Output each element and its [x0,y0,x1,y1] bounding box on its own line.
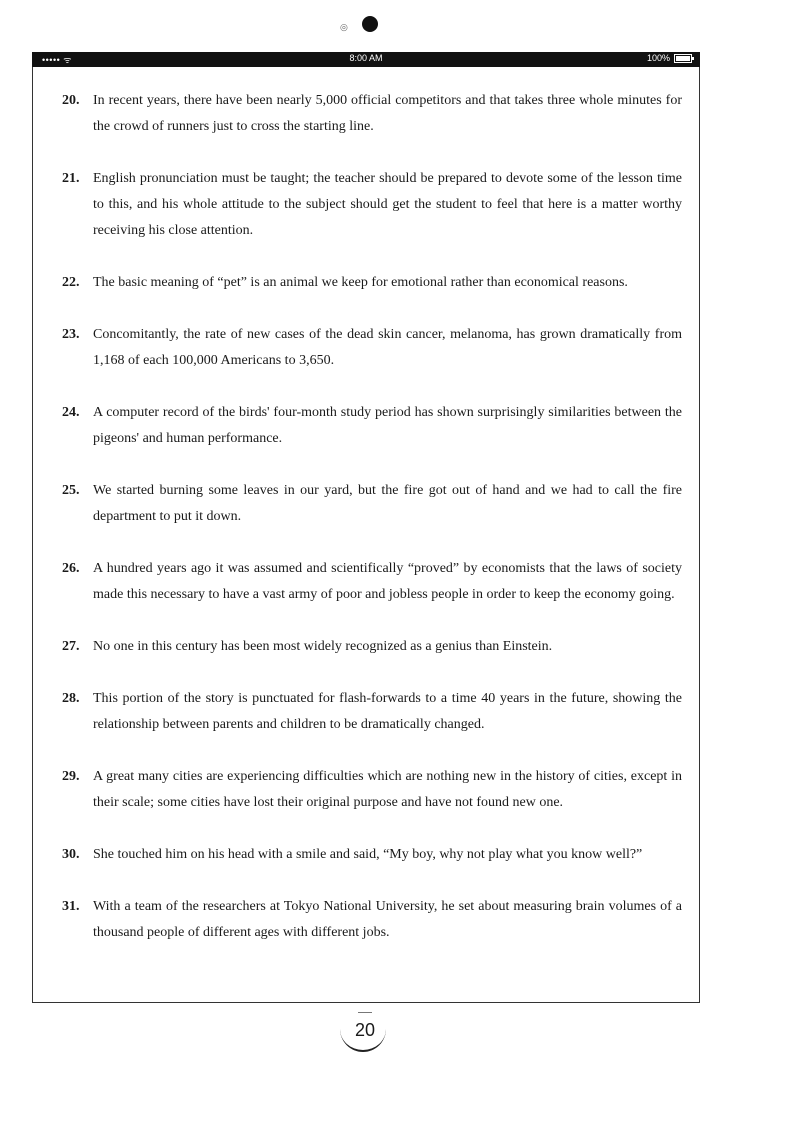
item-text: Concomitantly, the rate of new cases of the dead skin cancer, melanoma, has grown dramatically from 1,168 of each 100,000 Americans to 3,650. [93,327,682,368]
item-text: She touched him on his head with a smile and said, “My boy, why not play what you know well?” [93,847,643,862]
item-text: English pronunciation must be taught; the teacher should be prepared to devote some of the lesson time to this, and his whole attitude to the subject should get the student to feel that here is a matter worthy receiving his close attention. [93,171,682,238]
item-number: 26. [62,561,80,576]
item-text: This portion of the story is punctuated for flash-forwards to a time 40 years in the future, showing the relationship between parents and children to be dramatically changed. [93,691,682,732]
exercise-item [62,842,682,868]
exercise-item [62,764,682,816]
item-number: 22. [62,275,80,290]
item-number: 24. [62,405,80,420]
item-number: 31. [62,899,80,914]
exercise-item [62,634,682,660]
battery-percent: 100% [646,53,670,63]
item-text: A computer record of the birds' four-month study period has shown surprisingly similarities between the pigeons' and human performance. [93,405,682,446]
item-number: 23. [62,327,80,342]
item-text: We started burning some leaves in our yard, but the fire got out of hand and we had to call the fire department to put it down. [93,483,682,524]
exercise-item [62,478,682,530]
exercise-item [62,322,682,374]
item-number: 20. [62,93,80,108]
exercise-item [62,400,682,452]
item-text: No one in this century has been most widely recognized as a genius than Einstein. [93,639,553,654]
item-text: In recent years, there have been nearly 5,000 official competitors and that takes three whole minutes for the crowd of runners just to cross the starting line. [93,93,682,134]
page-number-text: 20 [354,1020,376,1040]
exercise-item [62,894,682,946]
exercise-item [62,686,682,738]
exercise-item [62,88,682,140]
exercise-item [62,270,682,296]
page-number [340,1010,390,1050]
exercise-item [62,166,682,244]
item-text: With a team of the researchers at Tokyo National University, he set about measuring brain volumes of a thousand people of different ages with different jobs. [93,899,682,940]
item-number: 25. [62,483,80,498]
battery-icon [674,54,692,63]
exercise-list [62,88,682,972]
top-ornament [340,16,380,38]
signal-dots: ••••• [42,55,61,65]
status-time: 8:00 AM [349,53,383,63]
battery-indicator [647,53,692,63]
wifi-icon: ᯤ [63,55,72,65]
item-text: A hundred years ago it was assumed and scientifically “proved” by economists that the laws of society made this necessary to have a vast army of poor and jobless people in order to keep the economy going. [93,561,682,602]
small-dot-icon: ◎ [340,23,348,33]
item-text: The basic meaning of “pet” is an animal we keep for emotional rather than economical reasons. [93,275,628,290]
item-number: 30. [62,847,80,862]
page-number-arc [340,1028,386,1052]
item-number: 28. [62,691,80,706]
item-number: 21. [62,171,80,186]
status-bar [32,52,700,67]
item-number: 27. [62,639,80,654]
exercise-item [62,556,682,608]
page-number-tick [358,1012,372,1013]
large-dot-icon [362,16,378,32]
item-text: A great many cities are experiencing difficulties which are nothing new in the history of cities, except in their scale; some cities have lost their original purpose and have not found new one. [93,769,682,810]
item-number: 29. [62,769,80,784]
